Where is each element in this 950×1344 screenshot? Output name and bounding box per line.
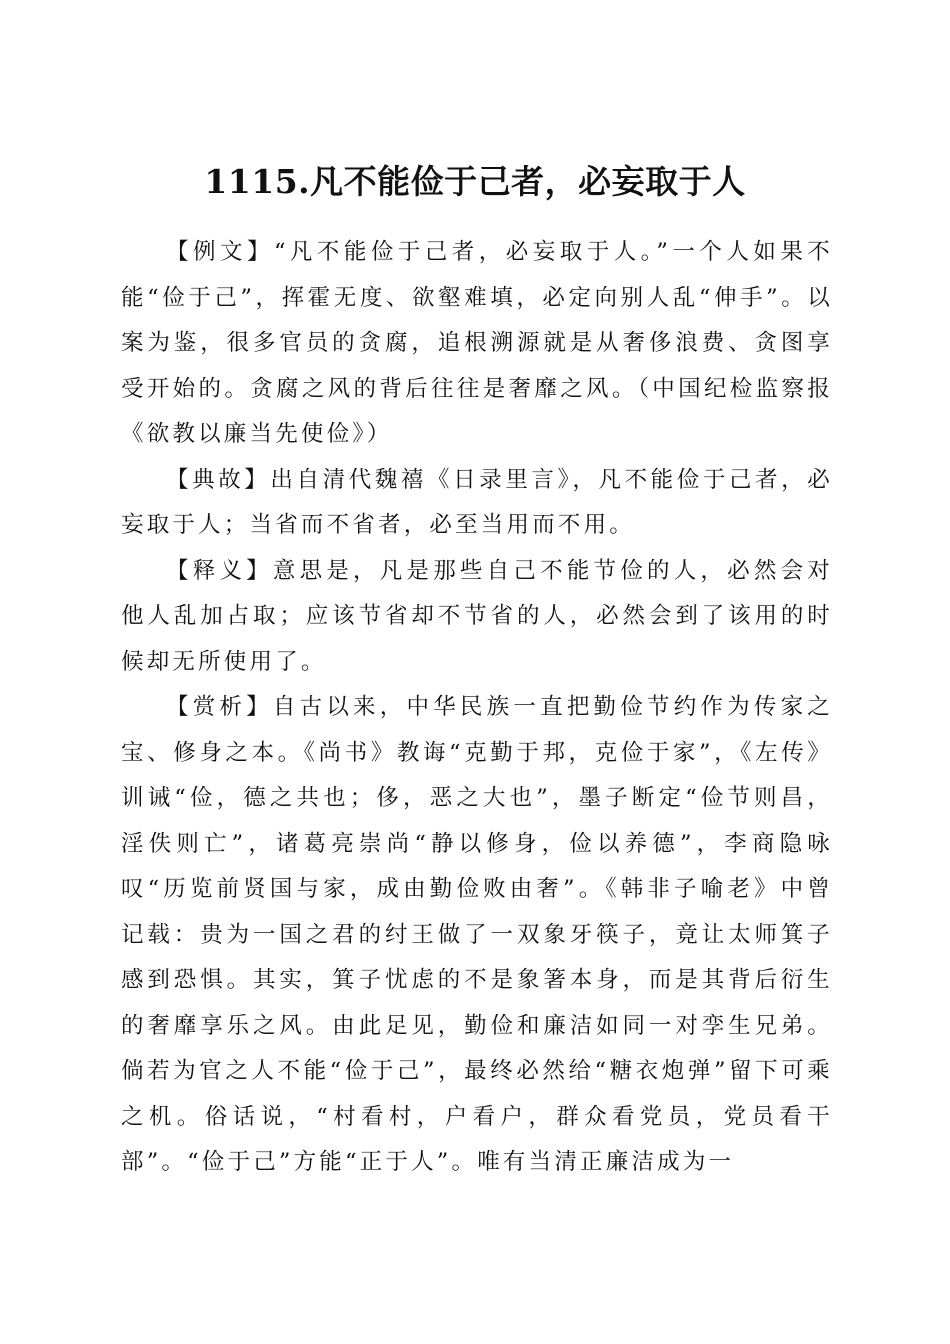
- paragraph-example: [121, 230, 833, 458]
- paragraph-allusion: [121, 458, 833, 549]
- paragraph-text: “凡不能俭于己者，必妄取于人。”一个人如果不能“俭于己”，挥霍无度、欲壑难填，必定向别人乱“伸手”。以案为鉴，很多官员的贪腐，追根溯源就是从奢侈浪费、贪图享受开始的。贪腐之风的背后往往是奢靡之风。（中国纪检监察报《欲教以廉当先使俭》）: [121, 239, 833, 447]
- document-body: [121, 230, 833, 1186]
- paragraph-appreciation: [121, 685, 833, 1186]
- document-title: 1115.凡不能俭于己者，必妄取于人: [204, 162, 746, 202]
- paragraph-tag: 【例文】: [166, 239, 274, 265]
- paragraph-tag: 【典故】: [166, 466, 271, 493]
- paragraph-text: 意思是，凡是那些自己不能节俭的人，必然会对他人乱加占取；应该节省却不节省的人，必然会到了该用的时候却无所使用了。: [121, 557, 833, 675]
- paragraph-meaning: [121, 549, 833, 686]
- paragraph-tag: 【释义】: [166, 557, 273, 584]
- paragraph-tag: 【赏析】: [166, 694, 273, 720]
- paragraph-text: 自古以来，中华民族一直把勤俭节约作为传家之宝、修身之本。《尚书》教诲“克勤于邦，克俭于家”，《左传》训诫“俭，德之共也；侈，恶之大也”，墨子断定“俭节则昌，淫佚则亡”，诸葛亮崇尚“静以修身，俭以养德”，李商隐咏叹“历览前贤国与家，成由勤俭败由奢”。《韩非子喻老》中曾记载：贵为一国之君的纣王做了一双象牙筷子，竟让太师箕子感到恐惧。其实，箕子忧虑的不是象箸本身，而是其背后衍生的奢靡享乐之风。由此足见，勤俭和廉洁如同一对孪生兄弟。倘若为官之人不能“俭于己”，最终必然给“糖衣炮弹”留下可乘之机。俗话说，“村看村，户看户，群众看党员，党员看干部”。“俭于己”方能“正于人”。唯有当清正廉洁成为一: [121, 694, 833, 1175]
- paragraph-text: 出自清代魏禧《日录里言》，凡不能俭于己者，必妄取于人；当省而不省者，必至当用而不用。: [121, 466, 833, 538]
